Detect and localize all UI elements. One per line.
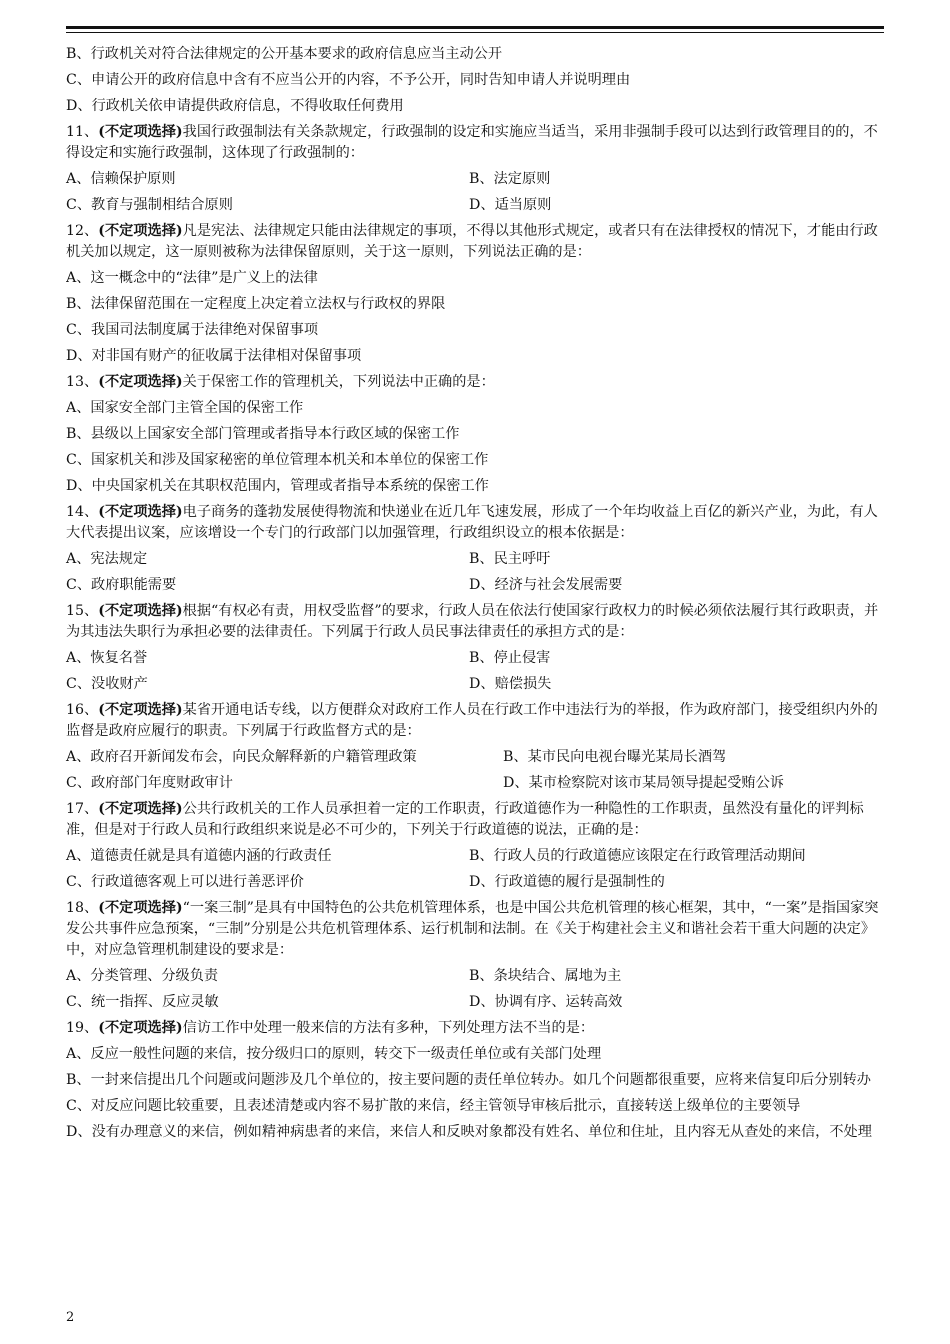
question-number: 14、 bbox=[66, 504, 99, 520]
options-row bbox=[66, 966, 884, 987]
option-c: C、统一指挥、反应灵敏 bbox=[66, 994, 219, 1010]
option-b: B、一封来信提出几个问题或问题涉及几个单位的，按主要问题的责任单位转办。如几个问题都很重要，应将来信复印后分别转办 bbox=[66, 1072, 871, 1088]
question-text: 凡是宪法、法律规定只能由法律规定的事项，不得以其他形式规定，或者只有在法律授权的情况下，才能由行政机关加以规定，这一原则被称为法律保留原则，关于这一原则，下列说法正确的是： bbox=[66, 223, 878, 260]
question-number: 15、 bbox=[66, 603, 99, 619]
question-19 bbox=[66, 1018, 884, 1039]
options-row bbox=[66, 648, 884, 669]
header-rule-thin bbox=[66, 32, 884, 33]
option-d: D、适当原则 bbox=[469, 197, 552, 213]
question-type-tag: (不定项选择) bbox=[98, 124, 183, 140]
option-c: C、政府部门年度财政审计 bbox=[66, 775, 233, 791]
option-b: B、法定原则 bbox=[469, 171, 551, 187]
option-a: A、恢复名誉 bbox=[66, 650, 148, 666]
question-number: 12、 bbox=[66, 223, 99, 239]
option-d: D、协调有序、运转高效 bbox=[469, 994, 623, 1010]
option-c: C、行政道德客观上可以进行善恶评价 bbox=[66, 874, 304, 890]
option-a: A、宪法规定 bbox=[66, 551, 148, 567]
question-12 bbox=[66, 221, 884, 263]
question-16 bbox=[66, 700, 884, 742]
option-a: A、政府召开新闻发布会，向民众解释新的户籍管理政策 bbox=[66, 749, 417, 765]
option-c: C、我国司法制度属于法律绝对保留事项 bbox=[66, 322, 319, 338]
options-row bbox=[66, 747, 884, 768]
option-b: B、条块结合、属地为主 bbox=[469, 968, 622, 984]
options-row bbox=[66, 846, 884, 867]
question-15 bbox=[66, 601, 884, 643]
option-b: B、民主呼吁 bbox=[469, 551, 551, 567]
question-11 bbox=[66, 122, 884, 164]
option-a: A、国家安全部门主管全国的保密工作 bbox=[66, 400, 304, 416]
options-row bbox=[66, 169, 884, 190]
q10-option-d: D、行政机关依申请提供政府信息，不得收取任何费用 bbox=[66, 98, 404, 114]
question-type-tag: (不定项选择) bbox=[98, 223, 183, 239]
option-c: C、对反应问题比较重要，且表述清楚或内容不易扩散的来信，经主管领导审核后批示，直接转送上级单位的主要领导 bbox=[66, 1098, 801, 1114]
question-type-tag: (不定项选择) bbox=[98, 900, 183, 916]
option-b: B、行政人员的行政道德应该限定在行政管理活动期间 bbox=[469, 848, 806, 864]
question-number: 19、 bbox=[66, 1020, 99, 1036]
header-rule-thick bbox=[66, 26, 884, 29]
option-d: D、对非国有财产的征收属于法律相对保留事项 bbox=[66, 348, 362, 364]
option-c: C、政府职能需要 bbox=[66, 577, 177, 593]
question-type-tag: (不定项选择) bbox=[98, 603, 183, 619]
question-text: 关于保密工作的管理机关，下列说法中正确的是： bbox=[182, 374, 495, 390]
option-a: A、分类管理、分级负责 bbox=[66, 968, 219, 984]
q10-option-c: C、申请公开的政府信息中含有不应当公开的内容，不予公开，同时告知申请人并说明理由 bbox=[66, 72, 631, 88]
question-text: 公共行政机关的工作人员承担着一定的工作职责，行政道德作为一种隐性的工作职责，虽然没有量化的评判标准，但是对于行政人员和行政组织来说是必不可少的，下列关于行政道德的说法，正确的是： bbox=[66, 801, 864, 838]
question-text: 我国行政强制法有关条款规定，行政强制的设定和实施应当适当，采用非强制手段可以达到行政管理目的的，不得设定和实施行政强制，这体现了行政强制的： bbox=[66, 124, 878, 161]
question-text: “一案三制”是具有中国特色的公共危机管理体系，也是中国公共危机管理的核心框架，其中，“一案”是指国家突发公共事件应急预案，“三制”分别是公共危机管理体系、运行机制和法制。在《关于构建社会主义和谐社会若干重大问题的决定》中，对应急管理机制建设的要求是： bbox=[66, 900, 879, 958]
option-a: A、道德责任就是具有道德内涵的行政责任 bbox=[66, 848, 332, 864]
question-number: 18、 bbox=[66, 900, 99, 916]
option-a: A、这一概念中的“法律”是广义上的法律 bbox=[66, 270, 318, 286]
page-content bbox=[66, 44, 884, 1148]
options-row bbox=[66, 674, 884, 695]
option-c: C、国家机关和涉及国家秘密的单位管理本机关和本单位的保密工作 bbox=[66, 452, 489, 468]
q10-option-b: B、行政机关对符合法律规定的公开基本要求的政府信息应当主动公开 bbox=[66, 46, 503, 62]
question-number: 13、 bbox=[66, 374, 99, 390]
option-d: D、赔偿损失 bbox=[469, 676, 552, 692]
question-type-tag: (不定项选择) bbox=[98, 374, 183, 390]
question-type-tag: (不定项选择) bbox=[98, 504, 183, 520]
option-d: D、某市检察院对该市某局领导提起受贿公诉 bbox=[503, 775, 784, 791]
option-d: D、行政道德的履行是强制性的 bbox=[469, 874, 665, 890]
option-c: C、没收财产 bbox=[66, 676, 148, 692]
option-d: D、经济与社会发展需要 bbox=[469, 577, 623, 593]
question-17 bbox=[66, 799, 884, 841]
option-c: C、教育与强制相结合原则 bbox=[66, 197, 233, 213]
option-a: A、反应一般性问题的来信，按分级归口的原则，转交下一级责任单位或有关部门处理 bbox=[66, 1046, 602, 1062]
option-b: B、法律保留范围在一定程度上决定着立法权与行政权的界限 bbox=[66, 296, 446, 312]
option-a: A、信赖保护原则 bbox=[66, 171, 176, 187]
options-row bbox=[66, 549, 884, 570]
question-type-tag: (不定项选择) bbox=[98, 801, 183, 817]
question-text: 信访工作中处理一般来信的方法有多种，下列处理方法不当的是： bbox=[182, 1020, 595, 1036]
option-b: B、某市民向电视台曝光某局长酒驾 bbox=[503, 749, 727, 765]
question-type-tag: (不定项选择) bbox=[98, 1020, 183, 1036]
options-row bbox=[66, 575, 884, 596]
option-b: B、停止侵害 bbox=[469, 650, 551, 666]
question-18 bbox=[66, 898, 884, 961]
options-row bbox=[66, 872, 884, 893]
option-d: D、中央国家机关在其职权范围内，管理或者指导本系统的保密工作 bbox=[66, 478, 489, 494]
question-text: 电子商务的蓬勃发展使得物流和快递业在近几年飞速发展，形成了一个年均收益上百亿的新兴产业，为此，有人大代表提出议案，应该增设一个专门的行政部门以加强管理，行政组织设立的根本依据是： bbox=[66, 504, 878, 541]
option-b: B、县级以上国家安全部门管理或者指导本行政区域的保密工作 bbox=[66, 426, 460, 442]
question-14 bbox=[66, 502, 884, 544]
question-13 bbox=[66, 372, 884, 393]
question-text: 某省开通电话专线，以方便群众对政府工作人员在行政工作中违法行为的举报，作为政府部门，接受组织内外的监督是政府应履行的职责。下列属于行政监督方式的是： bbox=[66, 702, 878, 739]
option-d: D、没有办理意义的来信，例如精神病患者的来信，来信人和反映对象都没有姓名、单位和住址，且内容无从查处的来信，不处理 bbox=[66, 1124, 872, 1140]
options-row bbox=[66, 773, 884, 794]
question-type-tag: (不定项选择) bbox=[98, 702, 183, 718]
page-number: 2 bbox=[66, 1310, 75, 1325]
question-number: 17、 bbox=[66, 801, 99, 817]
question-text: 根据“有权必有责，用权受监督”的要求，行政人员在依法行使国家行政权力的时候必须依法履行其行政职责，并为其违法失职行为承担必要的法律责任。下列属于行政人员民事法律责任的承担方式的是： bbox=[66, 603, 879, 640]
question-number: 16、 bbox=[66, 702, 99, 718]
options-row bbox=[66, 195, 884, 216]
question-number: 11、 bbox=[66, 124, 99, 140]
options-row bbox=[66, 992, 884, 1013]
